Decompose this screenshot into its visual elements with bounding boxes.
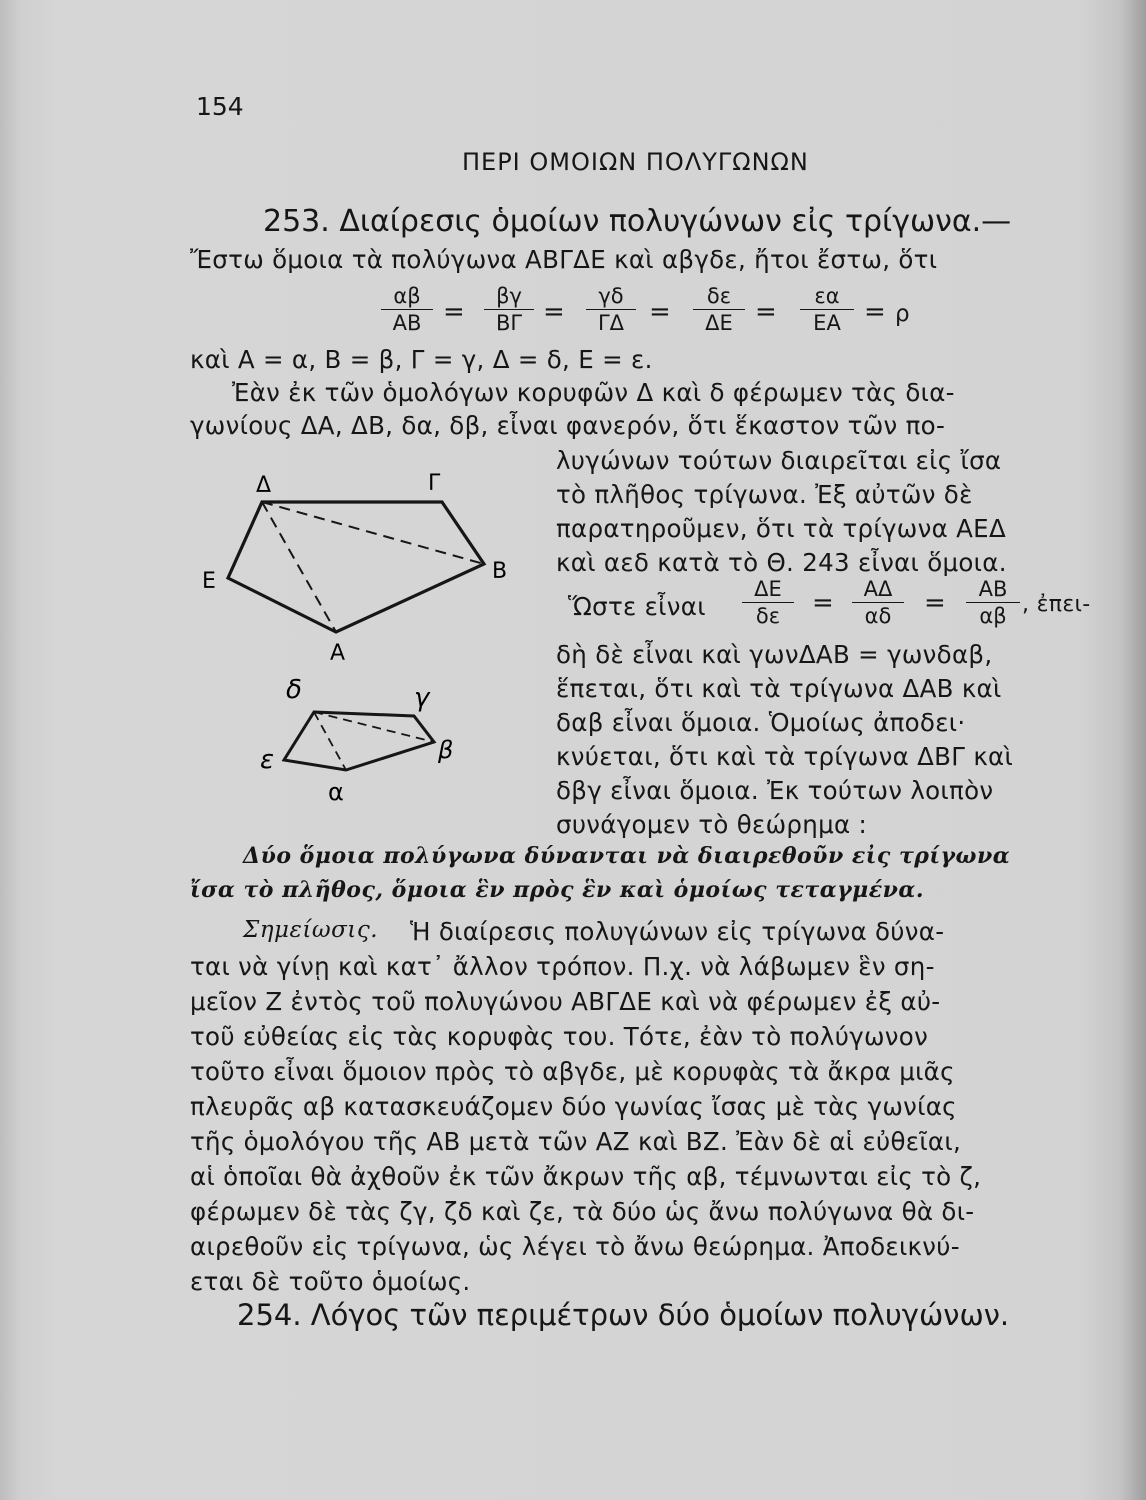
paragraph-line: συνάγομεν τὸ θεώρημα : [556, 810, 868, 839]
vertex-label-D: Δ [256, 473, 272, 498]
fraction-bar [852, 602, 904, 603]
diagonal-da [314, 712, 346, 770]
fraction-denominator: ΑΒ [392, 311, 422, 335]
ratio-fraction [966, 577, 1020, 628]
paragraph-line: παρατηροῦμεν, ὅτι τὰ τρίγωνα ΑΕΔ [556, 514, 1007, 543]
fraction-numerator: ΔΕ [754, 577, 782, 601]
paragraph-line: δὴ δὲ εἶναι καὶ γωνΔΑΒ = γωνδαβ, [556, 640, 993, 669]
fraction-bar [484, 309, 534, 310]
fraction-bar [800, 309, 854, 310]
equals-sign: = [924, 588, 946, 618]
fraction-numerator: ΑΒ [978, 577, 1008, 601]
ratio-fraction [484, 284, 534, 335]
paragraph-line: τῆς ὁμολόγου τῆς ΑΒ μετὰ τῶν ΑΖ καὶ ΒΖ. Ἐὰν δὲ αἱ εὐθεῖαι, [190, 1127, 962, 1156]
fraction-bar [742, 602, 794, 603]
paragraph-line: Ἡ διαίρεσις πολυγώνων εἰς τρίγωνα δύνα- [410, 917, 945, 946]
paragraph-line: μεῖον Ζ ἐντὸς τοῦ πολυγώνου ΑΒΓΔΕ καὶ νὰ φέρωμεν ἐξ αὐ- [190, 987, 941, 1016]
running-title: ΠΕΡΙ ΟΜΟΙΩΝ ΠΟΛΥΓΩΝΩΝ [462, 148, 809, 176]
ratio-fraction [852, 577, 904, 628]
large-pentagon [228, 502, 484, 632]
paragraph-line: Ἐὰν ἐκ τῶν ὁμολόγων κορυφῶν Δ καὶ δ φέρωμεν τὰς δια- [232, 378, 955, 407]
ratio-result: ρ [895, 301, 910, 327]
fraction-numerator: δε [706, 284, 732, 308]
small-pentagon [284, 712, 434, 770]
paragraph-line: τὸ πλῆθος τρίγωνα. Ἐξ αὐτῶν δὲ [556, 480, 973, 509]
vertex-label-a: α [328, 778, 344, 806]
equals-sign: = [864, 297, 886, 327]
paragraph-line: καὶ Α = α, Β = β, Γ = γ, Δ = δ, Ε = ε. [190, 345, 653, 374]
fraction-denominator: ΔΕ [705, 311, 733, 335]
paragraph-line: φέρωμεν δὲ τὰς ζγ, ζδ καὶ ζε, τὰ δύο ὡς ἄνω πολύγωνα θὰ δι- [190, 1197, 975, 1226]
paragraph-line: κνύεται, ὅτι καὶ τὰ τρίγωνα ΔΒΓ καὶ [556, 742, 1014, 771]
similar-polygons-figure [180, 460, 550, 840]
section-253-heading: 253. Διαίρεσις ὁμοίων πολυγώνων εἰς τρίγωνα.— [263, 204, 1012, 239]
paragraph-line: λυγώνων τούτων διαιρεῖται εἰς ἴσα [556, 446, 1002, 475]
fraction-denominator: ΓΔ [597, 311, 625, 335]
diagonal-DB [262, 502, 484, 564]
paragraph-line: δαβ εἶναι ὅμοια. Ὁμοίως ἀποδει· [556, 708, 966, 737]
paragraph-line: τοῦτο εἶναι ὅμοιον πρὸς τὸ αβγδε, μὲ κορυφὰς τὰ ἄκρα μιᾶς [190, 1057, 955, 1086]
vertex-label-B: Β [492, 559, 508, 584]
equals-sign: = [812, 588, 834, 618]
fraction-denominator: ΕΑ [813, 311, 841, 335]
paragraph-line: τοῦ εὐθείας εἰς τὰς κορυφὰς του. Τότε, ἐὰν τὸ πολύγωνον [190, 1022, 929, 1051]
equals-sign: = [649, 297, 671, 327]
fraction-bar [586, 309, 636, 310]
vertex-label-g: γ [414, 683, 430, 713]
paragraph-line: γωνίους ΔΑ, ΔΒ, δα, δβ, εἶναι φανερόν, ὅτι ἕκαστον τῶν πο- [190, 411, 946, 440]
theorem-line: Δύο ὅμοια πολύγωνα δύνανται νὰ διαιρεθοῦν εἰς τρίγωνα [243, 843, 1011, 869]
ratio-fraction [742, 577, 794, 628]
ratio-fraction [800, 284, 854, 335]
fraction-bar [381, 309, 433, 310]
fraction-numerator: γδ [598, 284, 624, 308]
theorem-line: ἴσα τὸ πλῆθος, ὅμοια ἓν πρὸς ἓν καὶ ὁμοίως τεταγμένα. [190, 877, 925, 903]
paragraph-line: ται νὰ γίνῃ καὶ κατ᾽ ἄλλον τρόπον. Π.χ. νὰ λάβωμεν ἓν ση- [190, 952, 935, 981]
vertex-label-b: β [438, 736, 454, 764]
fraction-denominator: αβ [979, 604, 1007, 628]
paragraph-line: Ἔστω ὅμοια τὰ πολύγωνα ΑΒΓΔΕ καὶ αβγδε, ἤτοι ἔστω, ὅτι [190, 245, 938, 274]
vertex-label-G: Γ [428, 471, 441, 496]
vertex-label-E: Ε [202, 569, 216, 594]
fraction-numerator: εα [814, 284, 840, 308]
paragraph-line: αἱ ὁποῖαι θὰ ἀχθοῦν ἐκ τῶν ἄκρων τῆς αβ, τέμνωνται εἰς τὸ ζ, [190, 1162, 982, 1191]
hoste-prefix: Ὥστε εἶναι [568, 592, 706, 621]
paragraph-line: καὶ αεδ κατὰ τὸ Θ. 243 εἶναι ὅμοια. [556, 548, 1007, 577]
paragraph-line: εται δὲ τοῦτο ὁμοίως. [190, 1267, 471, 1296]
fraction-bar [966, 602, 1020, 603]
ratio-fraction [586, 284, 636, 335]
paragraph-line: ἕπεται, ὅτι καὶ τὰ τρίγωνα ΔΑΒ καὶ [556, 674, 1002, 703]
equals-sign: = [543, 297, 565, 327]
fraction-denominator: δε [755, 604, 781, 628]
page-number: 154 [196, 92, 244, 121]
equals-sign: = [443, 297, 465, 327]
note-label: Σημείωσις. [243, 917, 379, 943]
fraction-numerator: ΑΔ [863, 577, 893, 601]
fraction-numerator: βγ [496, 284, 522, 308]
paragraph-line: δβγ εἶναι ὅμοια. Ἐκ τούτων λοιπὸν [556, 776, 994, 805]
paragraph-line: πλευρᾶς αβ κατασκευάζομεν δύο γωνίας ἴσας μὲ τὰς γωνίας [190, 1092, 957, 1121]
pentagon-outline [284, 712, 434, 770]
equals-sign: = [755, 297, 777, 327]
section-254-heading: 254. Λόγος τῶν περιμέτρων δύο ὁμοίων πολυγώνων. [237, 1298, 1010, 1332]
hoste-suffix: , ἐπει- [1022, 592, 1091, 617]
fraction-bar [693, 309, 745, 310]
fraction-denominator: αδ [864, 604, 892, 628]
ratio-fraction [693, 284, 745, 335]
fraction-denominator: ΒΓ [495, 311, 523, 335]
vertex-label-d: δ [286, 675, 302, 705]
vertex-label-A: Α [330, 641, 346, 666]
fraction-numerator: αβ [393, 284, 421, 308]
paragraph-line: αιρεθοῦν εἰς τρίγωνα, ὡς λέγει τὸ ἄνω θεώρημα. Ἀποδεικνύ- [190, 1232, 960, 1261]
vertex-label-e: ε [260, 745, 275, 775]
pentagon-outline [228, 502, 484, 632]
ratio-fraction [381, 284, 433, 335]
